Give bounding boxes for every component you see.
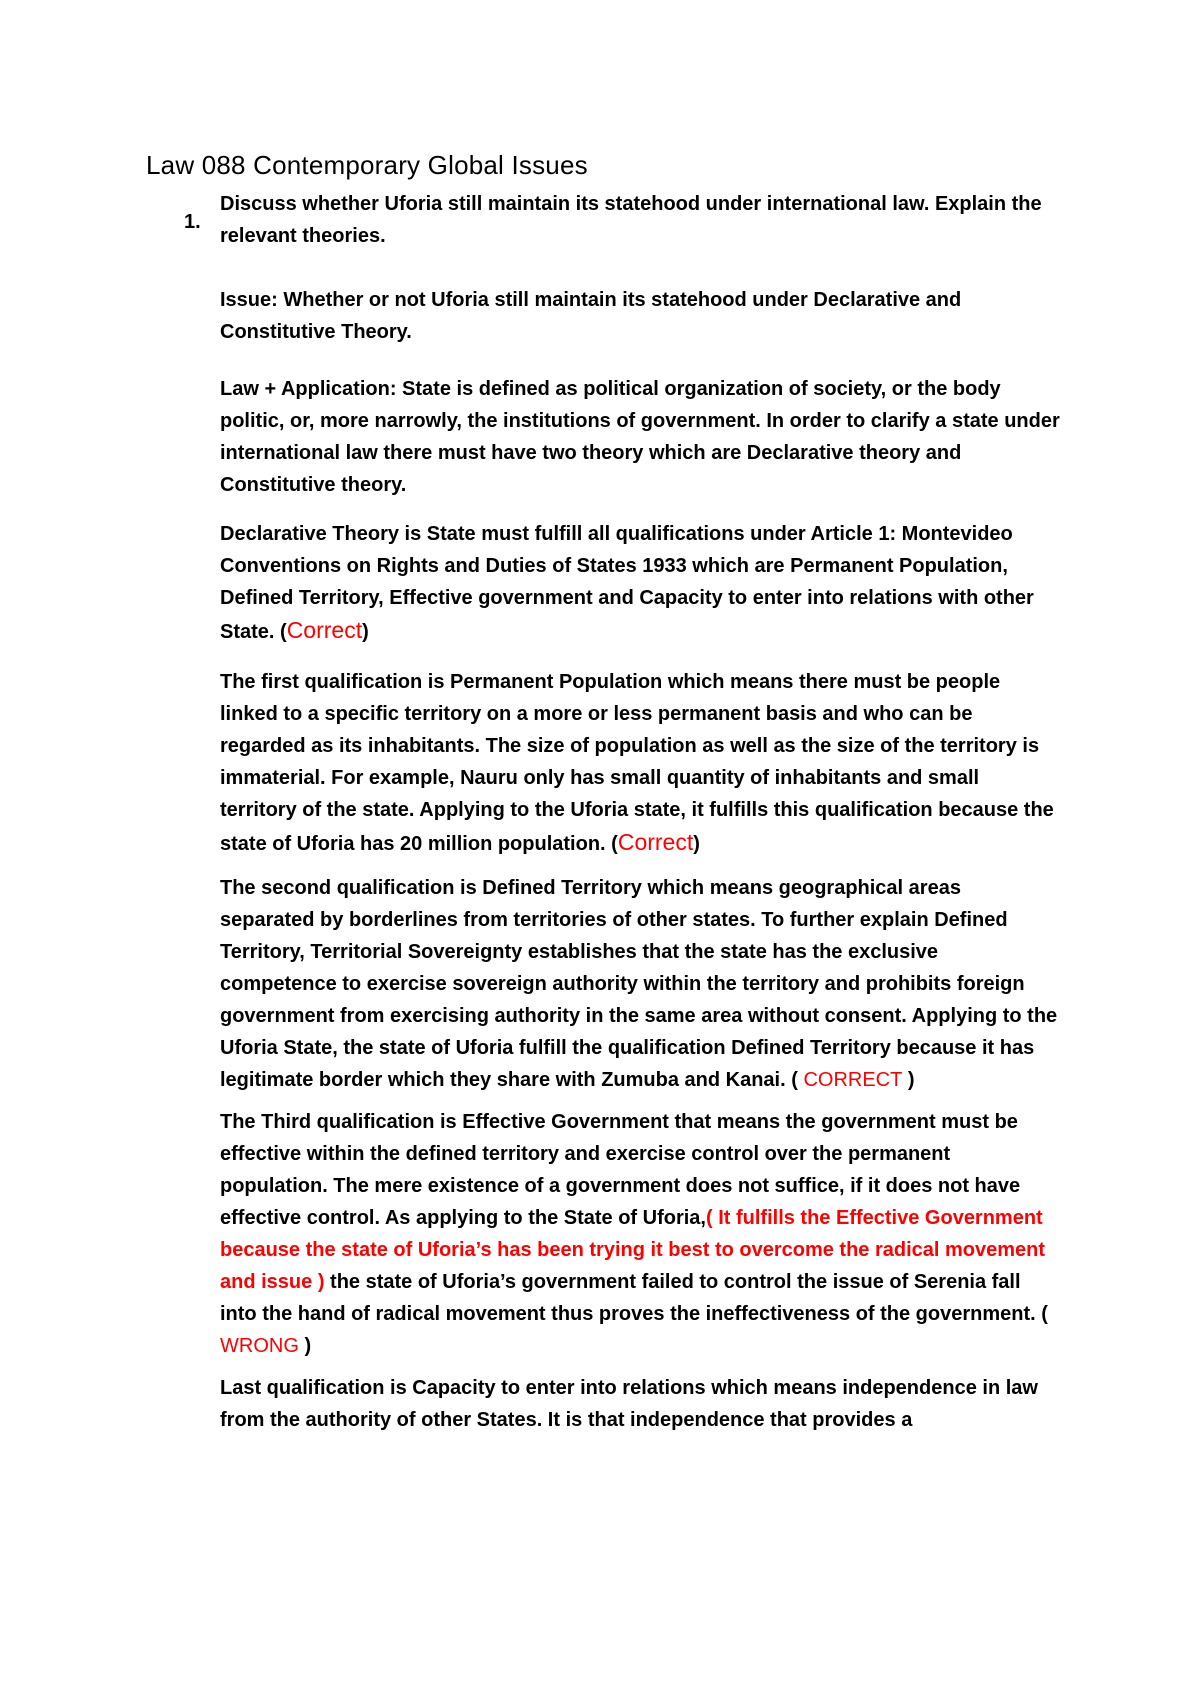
document-title: Law 088 Contemporary Global Issues [146, 150, 588, 180]
third-qualification-text-before: The Third qualification is Effective Government that means the government must be effective within the defined territory and exercise control over the permanent population. The mere existence of a government does not suffice, if it does not have effective control. As applying to the State of Uforia, [220, 1111, 1021, 1229]
question-number: 1. [184, 211, 201, 233]
inserted-comment: ( It fulfills the Effective Government because the state of Uforia’s has been trying it best to overcome the radical movement and issue ) [220, 1207, 1046, 1293]
paren-close: ) [362, 621, 369, 643]
issue-paragraph: Issue: Whether or not Uforia still maintain its statehood under Declarative and Constitutive Theory. [220, 289, 962, 343]
second-qualification-text: The second qualification is Defined Territory which means geographical areas separated by borderlines from territories of other states. To further explain Defined Territory, Territorial Sovereignty establishes that the state has the exclusive competence to exercise sovereign authority within the territory and prohibits foreign government from exercising authority in the same area without consent. Applying to the Uforia State, the state of Uforia fulfill the qualification Defined Territory because it has legitimate border which they share with Zumuba and Kanai. [220, 877, 1058, 1091]
second-qualification-paragraph [220, 872, 1060, 1096]
paren-close: ) [902, 1069, 915, 1091]
last-qualification-paragraph: Last qualification is Capacity to enter into relations which means independence in law from the authority of other States. It is that independence that provides a [220, 1377, 1038, 1431]
third-qualification-text-after: the state of Uforia’s government failed to control the issue of Serenia fall into the hand of radical movement thus proves the ineffectiveness of the government. [220, 1271, 1036, 1325]
correct-mark: CORRECT [803, 1069, 903, 1091]
paren-open: ( [785, 1069, 804, 1091]
issue-block [220, 284, 1060, 348]
declarative-paragraph [220, 518, 1060, 648]
first-qualification-text: The first qualification is Permanent Population which means there must be people linked to a specific territory on a more or less permanent basis and who can be regarded as its inhabitants. The size of population as well as the size of the territory is immaterial. For example, Nauru only has small quantity of inhabitants and small territory of the state. Applying to the Uforia state, it fulfills this qualification because the state of Uforia has 20 million population. [220, 671, 1054, 855]
second-qualification-block [220, 872, 1060, 1096]
correct-mark: Correct [286, 617, 363, 643]
question-text-block [220, 188, 1060, 252]
paren-open: ( [1035, 1303, 1048, 1325]
first-qualification-paragraph [220, 666, 1060, 860]
correct-mark: Correct [617, 829, 694, 855]
third-qualification-paragraph [220, 1106, 1060, 1362]
wrong-mark: WRONG [220, 1335, 299, 1357]
paren-close: ) [298, 1335, 312, 1357]
paren-open: ( [605, 833, 618, 855]
question-text: Discuss whether Uforia still maintain its statehood under international law. Explain the relevant theories. [220, 193, 1042, 247]
paren-open: ( [274, 621, 287, 643]
third-qualification-block [220, 1106, 1060, 1362]
law-application-block [220, 373, 1060, 501]
last-qualification-block [220, 1372, 1060, 1436]
declarative-text: Declarative Theory is State must fulfill all qualifications under Article 1: Montevideo Conventions on Rights and Duties of States 1933 which are Permanent Population, Defined Territory, Effective government and Capacity to enter into relations with other State. [220, 523, 1034, 643]
first-qualification-block [220, 666, 1060, 860]
declarative-block [220, 518, 1060, 648]
law-application-paragraph: Law + Application: State is defined as political organization of society, or the body politic, or, more narrowly, the institutions of government. In order to clarify a state under international law there must have two theory which are Declarative theory and Constitutive theory. [220, 378, 1060, 496]
paren-close: ) [693, 833, 700, 855]
